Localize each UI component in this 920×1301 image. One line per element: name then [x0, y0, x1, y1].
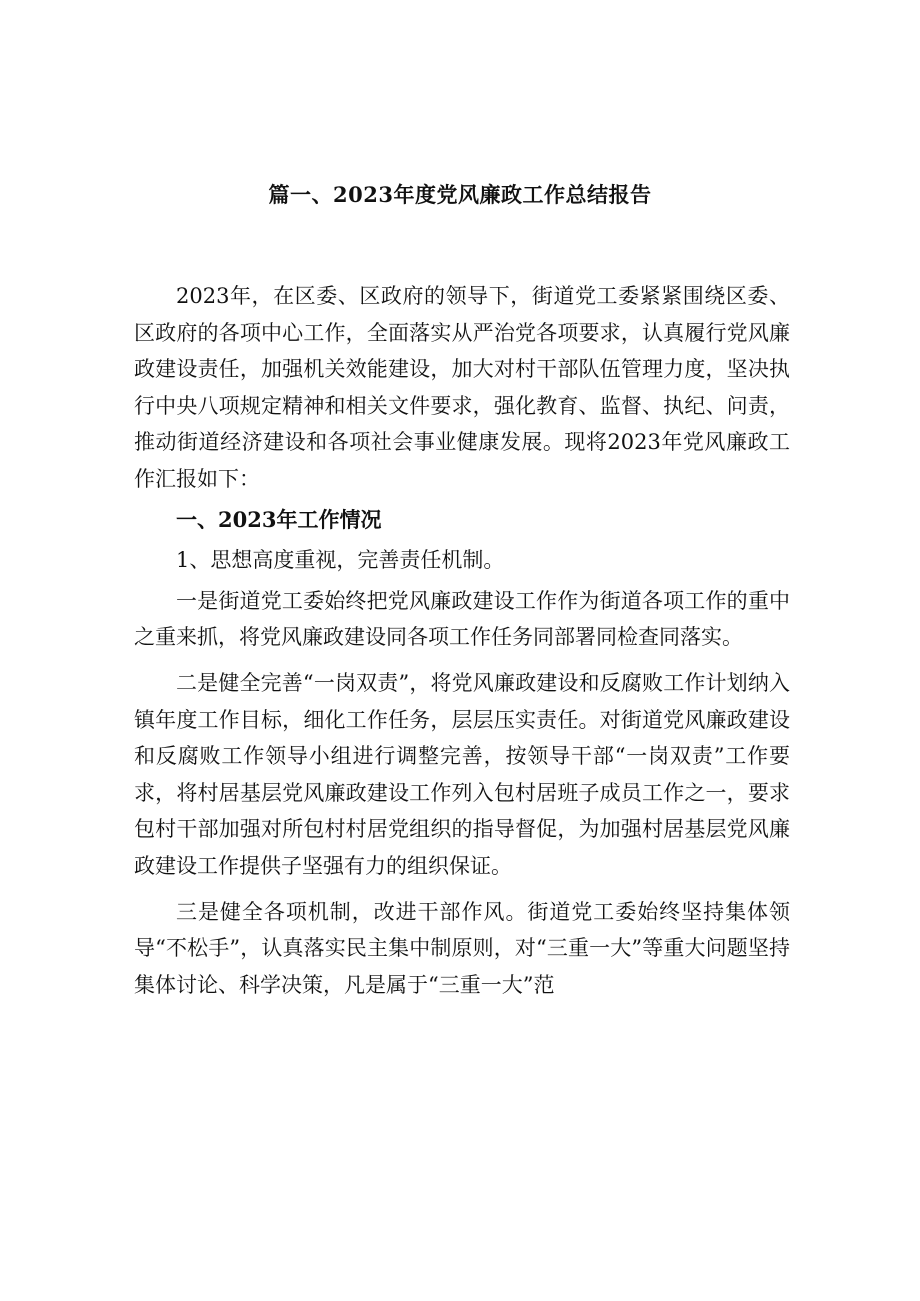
subsection-heading-1: 1、思想高度重视，完善责任机制。 — [176, 548, 505, 573]
document-title: 篇一、2023年度党风廉政工作总结报告 — [268, 182, 652, 207]
section-heading-1: 一、2023年工作情况 — [176, 506, 382, 532]
point-paragraph-2: 二是健全完善“一岗双责”，将党风廉政建设和反腐败工作计划纳入镇年度工作目标，细化工作任务，层层压实责任。对街道党风廉政建设和反腐败工作领导小组进行调整完善，按领导干部“一岗双责”工作要求，将村居基层党风廉政建设工作列入包村居班子成员工作之一，要求包村干部加强对所包村村居党组织的指导督促，为加强村居基层党风廉政建设工作提供子坚强有力的组织保证。 — [134, 670, 790, 878]
point-paragraph-3: 三是健全各项机制，改进干部作风。街道党工委始终坚持集体领导“不松手”，认真落实民主集中制原则，对“三重一大”等重大问题坚持集体讨论、科学决策，凡是属于“三重一大”范 — [134, 899, 790, 997]
document-body — [134, 278, 790, 1003]
intro-paragraph: 2023年，在区委、区政府的领导下，街道党工委紧紧围绕区委、区政府的各项中心工作，全面落实从严治党各项要求，认真履行党风廉政建设责任，加强机关效能建设，加大对村干部队伍管理力度，坚决执行中央八项规定精神和相关文件要求，强化教育、监督、执纪、问责，推动街道经济建设和各项社会事业健康发展。现将2023年党风廉政工作汇报如下： — [134, 284, 790, 491]
point-paragraph-1: 一是街道党工委始终把党风廉政建设工作作为街道各项工作的重中之重来抓，将党风廉政建设同各项工作任务同部署同检查同落实。 — [134, 588, 790, 650]
